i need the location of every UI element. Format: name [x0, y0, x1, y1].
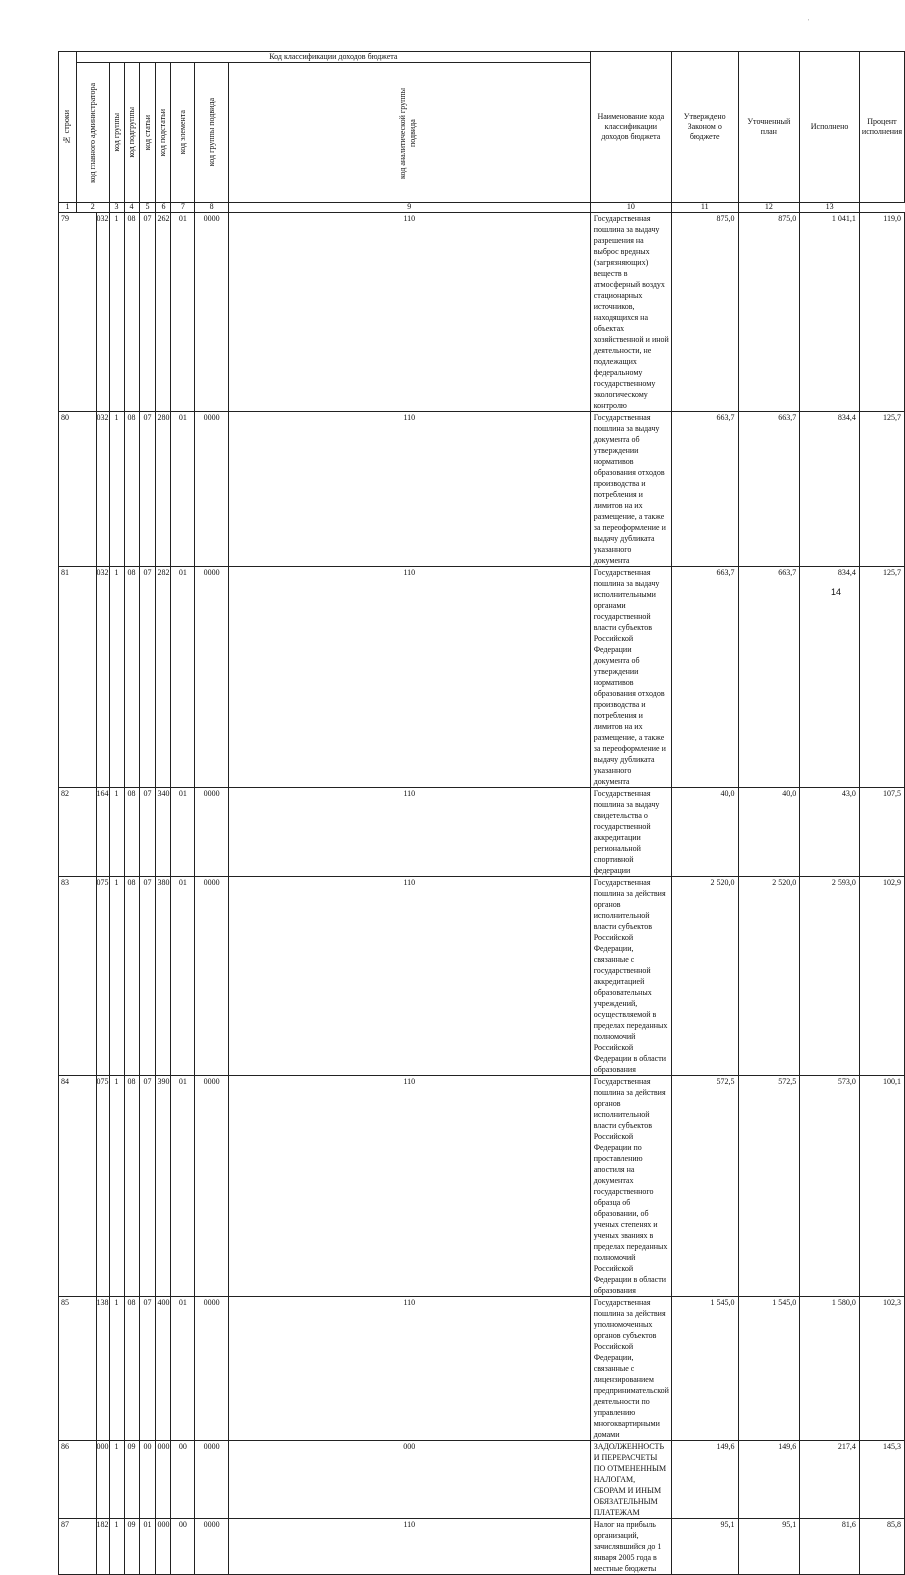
executed-value: 81,6 — [800, 1519, 860, 1575]
revenue-name: Государственная пошлина за выдачу разрешения на выброс вредных (загрязняющих) веществ в атмосферный воздух стационарных источников, находящихся на объектах хозяйственной и иной деятельности, не подлежащих федеральному государственному экологическому контролю — [590, 213, 671, 412]
analytic-code: 110 — [228, 1076, 590, 1297]
article-code: 01 — [139, 1519, 156, 1575]
revenue-name: ЗАДОЛЖЕННОСТЬ И ПЕРЕРАСЧЕТЫ ПО ОТМЕНЕННЫМ НАЛОГАМ, СБОРАМ И ИНЫМ ОБЯЗАТЕЛЬНЫМ ПЛАТЕЖАМ — [590, 1441, 671, 1519]
executed-value: 834,4 — [800, 567, 860, 788]
subtype-code: 0000 — [195, 877, 229, 1076]
header-classification-group: Код классификации доходов бюджета — [76, 52, 590, 63]
subarticle-code: 000 — [156, 1441, 171, 1519]
subgroup-code: 08 — [124, 213, 139, 412]
table-row — [59, 788, 905, 877]
column-number: 9 — [228, 203, 590, 213]
analytic-code: 110 — [228, 1297, 590, 1441]
header-subgroup-code: код подгруппы — [124, 63, 139, 203]
budget-revenue-table — [58, 51, 905, 1575]
executed-value: 834,4 — [800, 412, 860, 567]
approved-value: 663,7 — [671, 412, 738, 567]
percent-value: 119,0 — [859, 213, 904, 412]
subgroup-code: 08 — [124, 1297, 139, 1441]
group-code: 1 — [109, 877, 124, 1076]
row-number: 84 — [59, 1076, 97, 1297]
article-code: 07 — [139, 788, 156, 877]
analytic-code: 110 — [228, 1519, 590, 1575]
percent-value: 125,7 — [859, 567, 904, 788]
refined-value: 1 545,0 — [738, 1297, 800, 1441]
header-analytic-group-code: код аналитической группы подвида — [228, 63, 590, 203]
executed-value: 2 593,0 — [800, 877, 860, 1076]
approved-value: 1 545,0 — [671, 1297, 738, 1441]
percent-value: 85,8 — [859, 1519, 904, 1575]
group-code: 1 — [109, 788, 124, 877]
header-row-number: № строки — [59, 52, 77, 203]
column-number: 8 — [195, 203, 229, 213]
group-code: 1 — [109, 213, 124, 412]
table-row — [59, 1519, 905, 1575]
article-code: 07 — [139, 567, 156, 788]
subarticle-code: 380 — [156, 877, 171, 1076]
element-code: 01 — [171, 1076, 195, 1297]
header-row-group — [59, 52, 905, 63]
subtype-code: 0000 — [195, 567, 229, 788]
subtype-code: 0000 — [195, 412, 229, 567]
header-subarticle-code: код подстатьи — [156, 63, 171, 203]
admin-code: 075 — [96, 877, 109, 1076]
group-code: 1 — [109, 1441, 124, 1519]
row-number: 79 — [59, 213, 97, 412]
element-code: 01 — [171, 877, 195, 1076]
element-code: 00 — [171, 1441, 195, 1519]
approved-value: 95,1 — [671, 1519, 738, 1575]
element-code: 01 — [171, 412, 195, 567]
column-number: 1 — [59, 203, 77, 213]
admin-code: 164 — [96, 788, 109, 877]
column-number-row — [59, 203, 905, 213]
analytic-code: 110 — [228, 788, 590, 877]
element-code: 01 — [171, 213, 195, 412]
group-code: 1 — [109, 567, 124, 788]
table-row — [59, 1441, 905, 1519]
group-code: 1 — [109, 1076, 124, 1297]
header-name: Наименование кода классификации доходов бюджета — [590, 52, 671, 203]
subgroup-code: 08 — [124, 412, 139, 567]
executed-value: 573,0 — [800, 1076, 860, 1297]
element-code: 00 — [171, 1519, 195, 1575]
table-row — [59, 1076, 905, 1297]
approved-value: 875,0 — [671, 213, 738, 412]
refined-value: 40,0 — [738, 788, 800, 877]
executed-value: 1 041,1 — [800, 213, 860, 412]
column-number: 5 — [139, 203, 156, 213]
column-number: 6 — [156, 203, 171, 213]
revenue-name: Государственная пошлина за выдачу исполнительными органами государственной власти субъектов Российской Федерации документа об утверждении нормативов образования отходов производства и потребления и лимитов на их размещение, а также за переоформление и выдачу дубликата указанного документа — [590, 567, 671, 788]
column-number: 11 — [671, 203, 738, 213]
executed-value: 1 580,0 — [800, 1297, 860, 1441]
article-code: 07 — [139, 412, 156, 567]
subgroup-code: 09 — [124, 1441, 139, 1519]
analytic-code: 110 — [228, 213, 590, 412]
row-number: 82 — [59, 788, 97, 877]
revenue-name: Государственная пошлина за действия органов исполнительной власти субъектов Российской Федерации, связанные с государственной аккредитацией образовательных учреждений, осуществляемой в пределах переданных полномочий Российской Федерации в области образования — [590, 877, 671, 1076]
refined-value: 663,7 — [738, 567, 800, 788]
subgroup-code: 08 — [124, 567, 139, 788]
subarticle-code: 000 — [156, 1519, 171, 1575]
percent-value: 107,5 — [859, 788, 904, 877]
subtype-code: 0000 — [195, 1441, 229, 1519]
table-row — [59, 412, 905, 567]
admin-code: 032 — [96, 567, 109, 788]
group-code: 1 — [109, 412, 124, 567]
admin-code: 182 — [96, 1519, 109, 1575]
approved-value: 663,7 — [671, 567, 738, 788]
header-subtype-group-code: код группы подвида — [195, 63, 229, 203]
group-code: 1 — [109, 1519, 124, 1575]
header-group-code: код группы — [109, 63, 124, 203]
admin-code: 032 — [96, 213, 109, 412]
subtype-code: 0000 — [195, 1076, 229, 1297]
header-executed: Исполнено — [800, 52, 860, 203]
header-refined: Уточненный план — [738, 52, 800, 203]
analytic-code: 110 — [228, 877, 590, 1076]
group-code: 1 — [109, 1297, 124, 1441]
refined-value: 572,5 — [738, 1076, 800, 1297]
refined-value: 663,7 — [738, 412, 800, 567]
header-percent: Процент исполнения — [859, 52, 904, 203]
article-code: 00 — [139, 1441, 156, 1519]
subgroup-code: 08 — [124, 788, 139, 877]
row-number: 87 — [59, 1519, 97, 1575]
subarticle-code: 262 — [156, 213, 171, 412]
subgroup-code: 08 — [124, 877, 139, 1076]
header-article-code: код статьи — [139, 63, 156, 203]
header-approved: Утверждено Законом о бюджете — [671, 52, 738, 203]
table-row — [59, 213, 905, 412]
page-number: 14 — [831, 587, 842, 597]
column-number: 2 — [76, 203, 109, 213]
row-number: 80 — [59, 412, 97, 567]
analytic-code: 000 — [228, 1441, 590, 1519]
percent-value: 145,3 — [859, 1441, 904, 1519]
row-number: 86 — [59, 1441, 97, 1519]
subarticle-code: 390 — [156, 1076, 171, 1297]
table-row — [59, 567, 905, 788]
subarticle-code: 280 — [156, 412, 171, 567]
revenue-name: Налог на прибыль организаций, зачислявшийся до 1 января 2005 года в местные бюджеты — [590, 1519, 671, 1575]
article-code: 07 — [139, 877, 156, 1076]
header-admin-code: код главного администратора — [76, 63, 109, 203]
refined-value: 95,1 — [738, 1519, 800, 1575]
subgroup-code: 08 — [124, 1076, 139, 1297]
element-code: 01 — [171, 1297, 195, 1441]
percent-value: 102,3 — [859, 1297, 904, 1441]
column-number: 7 — [171, 203, 195, 213]
subtype-code: 0000 — [195, 1297, 229, 1441]
revenue-name: Государственная пошлина за выдачу документа об утверждении нормативов образования отходов производства и потребления и лимитов на их размещение, а также за переоформление и выдачу дубликата указанного документа — [590, 412, 671, 567]
admin-code: 032 — [96, 412, 109, 567]
executed-value: 217,4 — [800, 1441, 860, 1519]
subtype-code: 0000 — [195, 788, 229, 877]
percent-value: 102,9 — [859, 877, 904, 1076]
subarticle-code: 340 — [156, 788, 171, 877]
analytic-code: 110 — [228, 412, 590, 567]
revenue-name: Государственная пошлина за действия органов исполнительной власти субъектов Российской Федерации по проставлению апостиля на документах государственного образца об образовании, об ученых степенях и ученых званиях в пределах переданных полномочий Российской Федерации в области образования — [590, 1076, 671, 1297]
subtype-code: 0000 — [195, 1519, 229, 1575]
article-code: 07 — [139, 1297, 156, 1441]
subarticle-code: 282 — [156, 567, 171, 788]
approved-value: 149,6 — [671, 1441, 738, 1519]
subtype-code: 0000 — [195, 213, 229, 412]
row-number: 83 — [59, 877, 97, 1076]
article-code: 07 — [139, 213, 156, 412]
refined-value: 149,6 — [738, 1441, 800, 1519]
approved-value: 2 520,0 — [671, 877, 738, 1076]
article-code: 07 — [139, 1076, 156, 1297]
column-number: 12 — [738, 203, 800, 213]
refined-value: 2 520,0 — [738, 877, 800, 1076]
revenue-name: Государственная пошлина за действия уполномоченных органов субъектов Российской Федерации, связанные с лицензированием предпринимательской деятельности по управлению многоквартирными домами — [590, 1297, 671, 1441]
subarticle-code: 400 — [156, 1297, 171, 1441]
element-code: 01 — [171, 567, 195, 788]
percent-value: 125,7 — [859, 412, 904, 567]
row-number: 85 — [59, 1297, 97, 1441]
table-row — [59, 877, 905, 1076]
approved-value: 40,0 — [671, 788, 738, 877]
percent-value: 100,1 — [859, 1076, 904, 1297]
header-element-code: код элемента — [171, 63, 195, 203]
admin-code: 138 — [96, 1297, 109, 1441]
column-number: 10 — [590, 203, 671, 213]
admin-code: 075 — [96, 1076, 109, 1297]
admin-code: 000 — [96, 1441, 109, 1519]
analytic-code: 110 — [228, 567, 590, 788]
column-number: 13 — [800, 203, 860, 213]
revenue-name: Государственная пошлина за выдачу свидетельства о государственной аккредитации региональной спортивной федерации — [590, 788, 671, 877]
table-row — [59, 1297, 905, 1441]
column-number: 4 — [124, 203, 139, 213]
element-code: 01 — [171, 788, 195, 877]
executed-value: 43,0 — [800, 788, 860, 877]
subgroup-code: 09 — [124, 1519, 139, 1575]
approved-value: 572,5 — [671, 1076, 738, 1297]
refined-value: 875,0 — [738, 213, 800, 412]
column-number: 3 — [109, 203, 124, 213]
row-number: 81 — [59, 567, 97, 788]
scan-mark: ' — [808, 18, 810, 26]
